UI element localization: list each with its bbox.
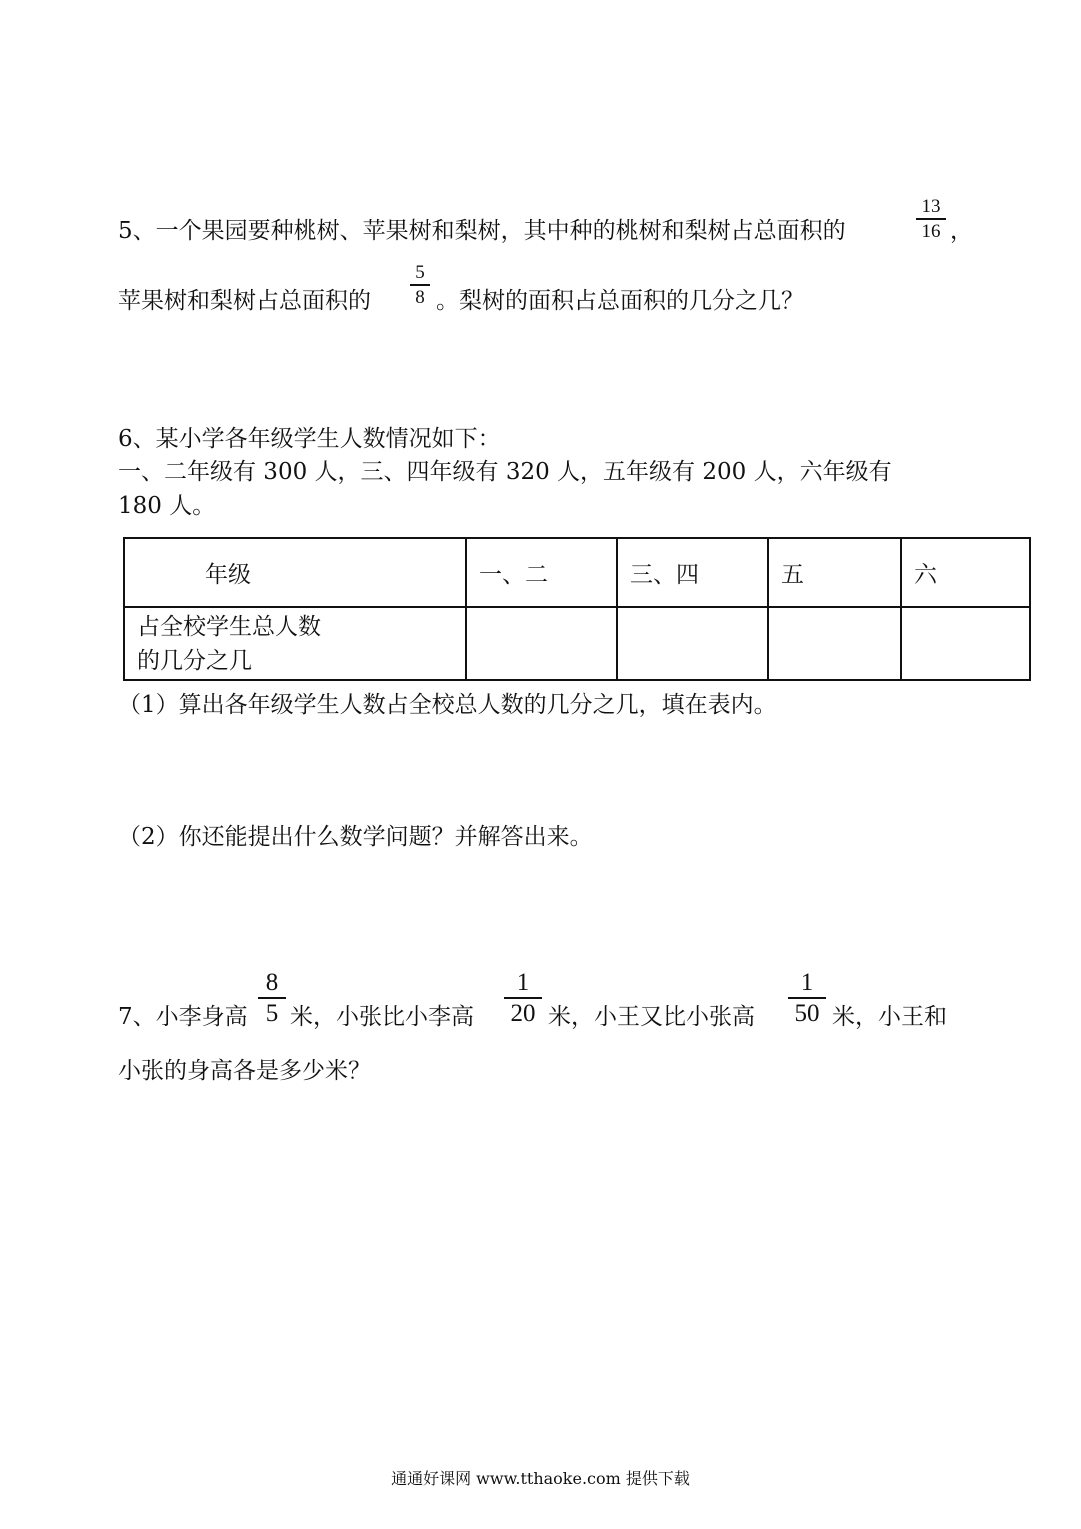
q7-text-b: 米，小张比小李高 (290, 1004, 474, 1030)
q5-fraction-5-8 (410, 263, 430, 307)
table-cell-3-4[interactable] (617, 607, 768, 680)
q7-text-a: 7、小李身高 (118, 1004, 248, 1030)
fraction-numerator: 5 (415, 262, 425, 283)
table-header-grade: 年级 (124, 538, 466, 607)
table-header-6: 六 (901, 538, 1030, 607)
table-header-row (124, 538, 1030, 607)
q5-fraction-13-16 (916, 197, 946, 241)
q7-text-d: 米，小王和 (832, 1004, 947, 1030)
table-cell-5[interactable] (768, 607, 901, 680)
q5-text-2a: 苹果树和梨树占总面积的 (118, 288, 371, 314)
fraction-numerator: 1 (800, 969, 814, 996)
table-row-fraction (124, 607, 1030, 680)
q7-fraction-1-50 (788, 970, 826, 1026)
fraction-bar (504, 997, 542, 999)
q5-comma: ， (950, 218, 973, 244)
q5-line2b (436, 282, 804, 315)
table-header-3-4: 三、四 (617, 538, 768, 607)
row-label-line1: 占全校学生总人数 (137, 613, 321, 640)
fraction-denominator: 8 (415, 287, 425, 308)
q5-text-2b: 。梨树的面积占总面积的几分之几？ (436, 288, 804, 314)
fraction-bar (258, 997, 286, 999)
fraction-denominator: 5 (265, 1000, 279, 1027)
fraction-bar (916, 218, 946, 220)
table-header-1-2: 一、二 (466, 538, 617, 607)
fraction-denominator: 20 (510, 1000, 536, 1027)
q6-line1: 一、二年级有 300 人，三、四年级有 320 人，五年级有 200 人，六年级有 (118, 459, 892, 485)
fraction-numerator: 13 (921, 196, 941, 217)
q5-line2a (118, 282, 371, 315)
q6-sub2: （2）你还能提出什么数学问题？并解答出来。 (118, 824, 593, 850)
footer-text: 通通好课网 www.tthaoke.com 提供下载 (391, 1469, 690, 1488)
row-label-line2: 的几分之几 (137, 647, 252, 674)
q5-text-1: 5、一个果园要种桃树、苹果树和梨树，其中种的桃树和梨树占总面积的 (118, 218, 846, 244)
table-cell-6[interactable] (901, 607, 1030, 680)
fraction-bar (788, 997, 826, 999)
q7-line2: 小张的身高各是多少米？ (118, 1058, 371, 1084)
fraction-denominator: 16 (921, 221, 941, 242)
q7-text-c: 米，小王又比小张高 (548, 1004, 755, 1030)
q5-line1-end (950, 212, 973, 245)
q7-fraction-8-5 (258, 970, 286, 1026)
fraction-numerator: 1 (516, 969, 530, 996)
table-row-label (124, 607, 466, 680)
fraction-bar (410, 284, 430, 286)
fraction-denominator: 50 (794, 1000, 820, 1027)
grade-table (123, 537, 1031, 681)
q7-fraction-1-20 (504, 970, 542, 1026)
q6-title: 6、某小学各年级学生人数情况如下： (118, 426, 501, 452)
table-cell-1-2[interactable] (466, 607, 617, 680)
q5-line1 (118, 212, 846, 245)
table-header-5: 五 (768, 538, 901, 607)
q6-sub1: （1）算出各年级学生人数占全校总人数的几分之几，填在表内。 (118, 692, 777, 718)
fraction-numerator: 8 (265, 969, 279, 996)
q6-line2: 180 人。 (118, 493, 216, 519)
